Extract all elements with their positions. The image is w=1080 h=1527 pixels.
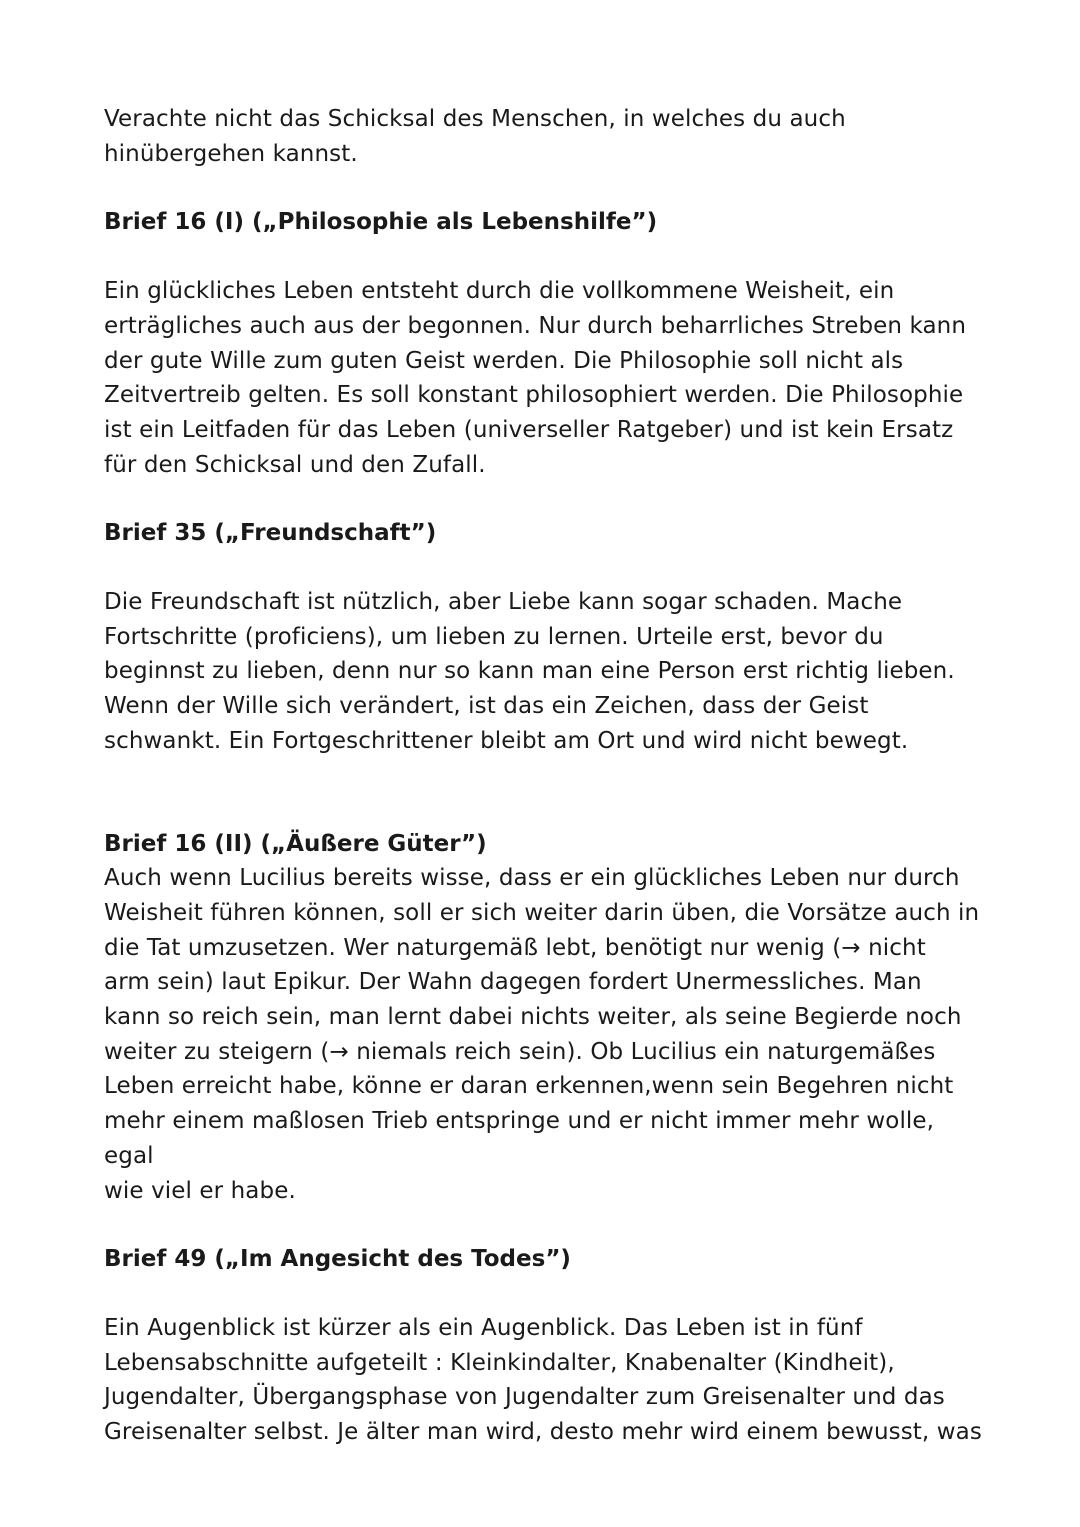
spacer xyxy=(104,1277,984,1311)
spacer xyxy=(104,171,984,205)
spacer xyxy=(104,551,984,585)
section-body-brief-16-i: Ein glückliches Leben entsteht durch die vollkommene Weisheit, ein erträgliches auch aus der begonnen. Nur durch beharrliches Streben kann der gute Wille zum guten Geist werden. Die Philosophie soll nicht als Zeitvertreib gelten. Es soll konstant philosophiert werden. Die Philosophie ist ein Leitfaden für das Leben (universeller Ratgeber) und ist kein Ersatz für den Schicksal und den Zufall. xyxy=(104,278,967,478)
section-heading-brief-16-ii: Brief 16 (II) („Äußere Güter”) xyxy=(104,830,487,857)
document-page xyxy=(104,102,984,1450)
spacer xyxy=(104,759,984,827)
spacer xyxy=(104,240,984,274)
intro-paragraph: Verachte nicht das Schicksal des Menschen, in welches du auch hinübergehen kannst. xyxy=(104,106,846,167)
section-body-brief-16-ii: Auch wenn Lucilius bereits wisse, dass er ein glückliches Leben nur durch Weisheit führen können, soll er sich weiter darin üben, die Vorsätze auch in die Tat umzusetzen. Wer naturgemäß lebt, benötigt nur wenig (→ nicht arm sein) laut Epikur. Der Wahn dagegen fordert Unermessliches. Man kann so reich sein, man lernt dabei nichts weiter, als seine Begierde noch weiter zu steigern (→ niemals reich sein). Ob Lucilius ein naturgemäßes Leben erreicht habe, könne er daran erkennen,wenn sein Begehren nicht mehr einem maßlosen Trieb entspringe und er nicht immer mehr wolle, egal wie viel er habe. xyxy=(104,865,980,1204)
section-body-brief-49: Ein Augenblick ist kürzer als ein Augenblick. Das Leben ist in fünf Lebensabschnitte aufgeteilt : Kleinkindalter, Knabenalter (Kindheit), Jugendalter, Übergangsphase von Jugendalter zum Greisenalter und das Greisenalter selbst. Je älter man wird, desto mehr wird einem bewusst, was xyxy=(104,1314,982,1446)
section-body-brief-35: Die Freundschaft ist nützlich, aber Liebe kann sogar schaden. Mache Fortschritte (proficiens), um lieben zu lernen. Urteile erst, bevor du beginnst zu lieben, denn nur so kann man eine Person erst richtig lieben. Wenn der Wille sich verändert, ist das ein Zeichen, dass der Geist schwankt. Ein Fortgeschrittener bleibt am Ort und wird nicht bewegt. xyxy=(104,589,955,754)
spacer xyxy=(104,1208,984,1242)
section-heading-brief-16-i: Brief 16 (I) („Philosophie als Lebenshilfe”) xyxy=(104,209,658,236)
section-heading-brief-49: Brief 49 („Im Angesicht des Todes”) xyxy=(104,1246,571,1273)
section-heading-brief-35: Brief 35 („Freundschaft”) xyxy=(104,520,437,547)
spacer xyxy=(104,482,984,516)
